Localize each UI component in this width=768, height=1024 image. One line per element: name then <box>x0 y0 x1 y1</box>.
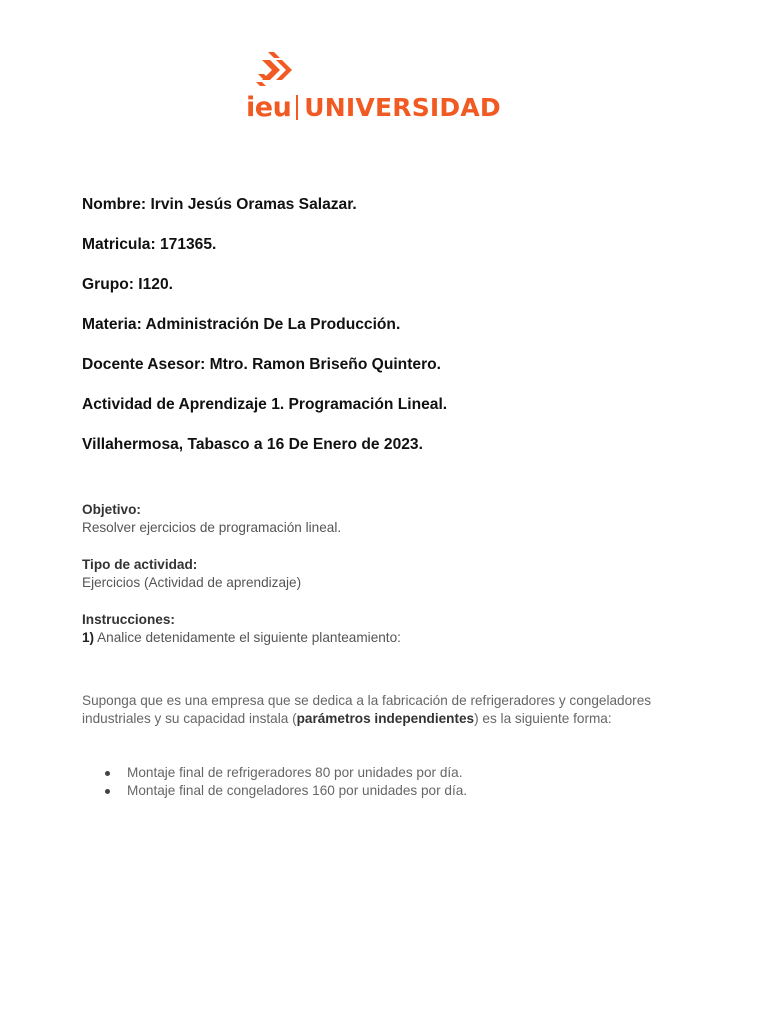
instrucciones-section <box>82 611 401 647</box>
bullet-dot-icon <box>105 789 110 794</box>
info-lugar-fecha: Villahermosa, Tabasco a 16 De Enero de 2023. <box>82 436 423 453</box>
list-item <box>82 782 682 800</box>
planteamiento-bold: parámetros independientes <box>296 711 475 726</box>
objetivo-text: Resolver ejercicios de programación lineal. <box>82 520 342 535</box>
logo-ieu-text: ieu <box>246 91 292 123</box>
instrucciones-title: Instrucciones: <box>82 612 175 627</box>
tipo-section <box>82 556 301 592</box>
objetivo-section <box>82 501 341 537</box>
capacity-list <box>82 764 682 800</box>
instrucciones-text: Analice detenidamente el siguiente planteamiento: <box>94 630 401 645</box>
university-logo <box>246 52 536 124</box>
info-docente: Docente Asesor: Mtro. Ramon Briseño Quintero. <box>82 356 441 373</box>
ieu-chevron-mark-icon <box>254 52 294 90</box>
planteamiento-paragraph <box>82 692 682 728</box>
list-item-text: Montaje final de refrigeradores 80 por unidades por día. <box>127 765 463 780</box>
logo-separator <box>296 95 298 120</box>
list-item <box>82 764 682 782</box>
planteamiento-part1: Suponga que es una empresa que se dedica a la fabricación de refrigeradores y congeladores industriales y su capacidad instala ( <box>82 693 652 726</box>
tipo-title: Tipo de actividad: <box>82 557 198 572</box>
logo-universidad-text: UNIVERSIDAD <box>304 92 501 122</box>
tipo-text: Ejercicios (Actividad de aprendizaje) <box>82 575 302 590</box>
objetivo-title: Objetivo: <box>82 502 141 517</box>
logo-wordmark <box>246 90 501 124</box>
info-nombre: Nombre: Irvin Jesús Oramas Salazar. <box>82 196 357 213</box>
instrucciones-number: 1) <box>82 630 95 645</box>
info-matricula: Matricula: 171365. <box>82 236 217 253</box>
list-item-text: Montaje final de congeladores 160 por unidades por día. <box>127 783 468 798</box>
student-info <box>82 195 447 475</box>
instrucciones-line <box>82 629 401 647</box>
bullet-dot-icon <box>105 771 110 776</box>
info-actividad: Actividad de Aprendizaje 1. Programación Lineal. <box>82 396 448 413</box>
planteamiento-part2: ) es la siguiente forma: <box>474 711 612 726</box>
info-grupo: Grupo: I120. <box>82 276 173 293</box>
info-materia: Materia: Administración De La Producción. <box>82 316 401 333</box>
